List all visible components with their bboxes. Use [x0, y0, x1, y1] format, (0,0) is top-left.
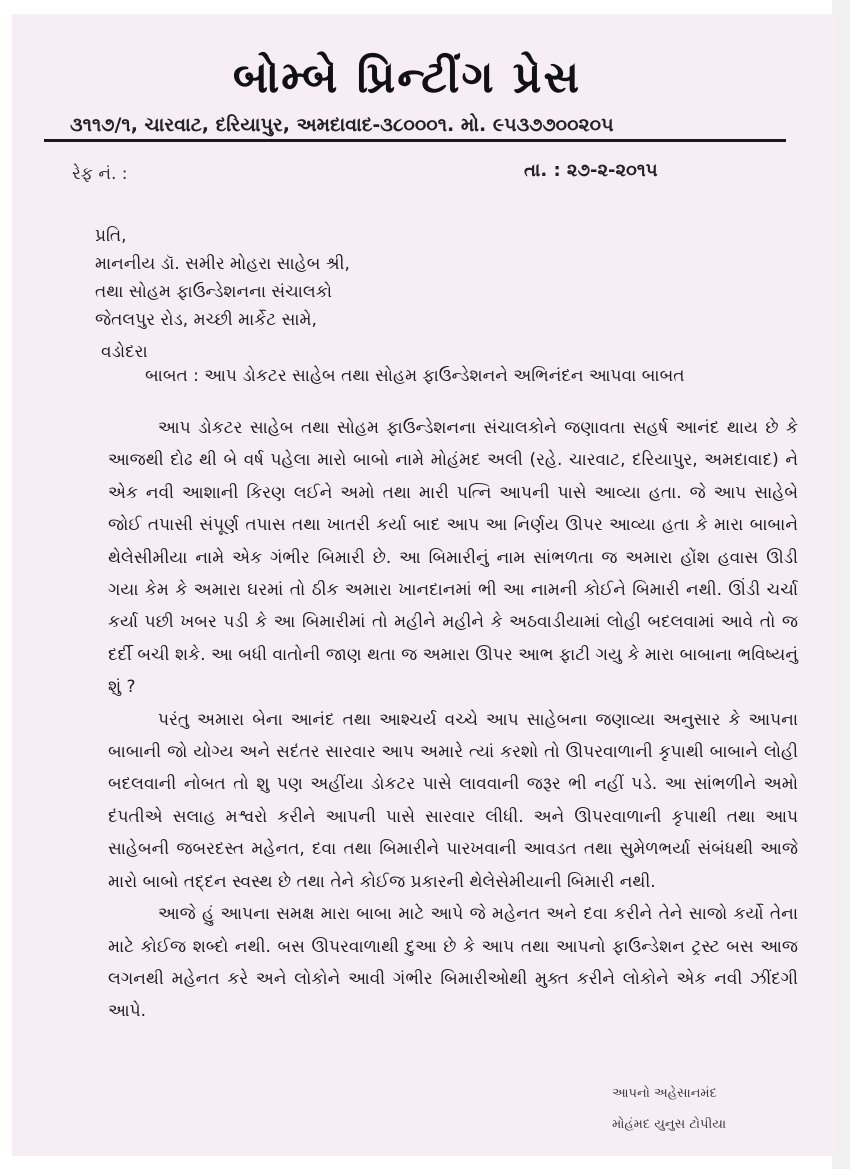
body-paragraph-2: પરંતુ અમારા બેના આનંદ તથા આશ્ચર્ય વચ્ચે આપ સાહેબના જણાવ્યા અનુસાર કે આપના બાબાની જો યોગ્ય અને સદંતર સારવાર આપ અમારે ત્યાં કરશો તો ઊપરવાળાની કૃપાથી બાબાને લોહી બદલવાની નોબત તો શુ પણ અહીંયા ડોકટર પાસે લાવવાની જરૂર ભી નહીં પડે. આ સાંભળીને અમો દંપતીએ સલાહ મશ્વરો કરીને આપની પાસે સારવાર લીધી. અને ઊપરવાળાની કૃપાથી તથા આપ સાહેબની જબરદસ્ત મહેનત, દવા તથા બિમારીને પારખવાની આવડત તથા સુમેળભર્યા સંબંધથી આજે મારો બાબો તદ્દન સ્વસ્થ છે તથા તેને કોઈજ પ્રકારની થેલેસેમીયાની બિમારી નથી. — [108, 709, 798, 892]
letter-date: તા. : ૨૭-૨-૨૦૧૫ — [524, 160, 658, 181]
signatory-name: મોહંમદ યુનુસ ટોપીયા — [612, 1117, 727, 1132]
letterhead-divider — [44, 139, 786, 142]
recipient-line-3: જેતલપુર રોડ, મચ્છી માર્કેટ સામે, — [95, 310, 317, 330]
recipient-salutation: પ્રતિ, — [95, 226, 127, 246]
letterhead-title: બોમ્બે પ્રિન્ટીંગ પ્રેસ — [232, 52, 582, 103]
letterhead-address: ૩૧૧૭/૧, ચારવાટ, દરિયાપુર, અમદાવાદ-૩૮૦૦૦૧. મો. ૯૫૩૭૭૦૦૨૦૫ — [70, 114, 614, 136]
recipient-line-2: તથા સોહમ ફાઉન્ડેશનના સંચાલકો — [95, 282, 333, 302]
reference-number-label: રેફ નં. : — [72, 164, 128, 184]
letter-closing: આપનો અહેસાનમંદ — [612, 1086, 717, 1101]
recipient-address — [95, 222, 350, 366]
recipient-line-1: માનનીય ડૉ. સમીર મોહરા સાહેબ શ્રી, — [95, 254, 350, 274]
recipient-city: વડોદરા — [101, 342, 148, 362]
letter-body — [108, 412, 798, 1028]
body-paragraph-1: આપ ડોકટર સાહેબ તથા સોહમ ફાઉન્ડેશનના સંચાલકોને જણાવતા સહર્ષ આનંદ થાય છે કે આજથી દોઢ થી બે વર્ષ પહેલા મારો બાબો નામે મોહંમદ અલી (રહે. ચારવાટ, દરિયાપુર, અમદાવાદ) ને એક નવી આશાની કિરણ લઈને અમો તથા મારી પત્નિ આપની પાસે આવ્યા હતા. જે આપ સાહેબે જોઈ તપાસી સંપૂર્ણ તપાસ તથા ખાતરી કર્યા બાદ આપ આ નિર્ણય ઊપર આવ્યા હતા કે મારા બાબાને થેલેસીમીયા નામે એક ગંભીર બિમારી છે. આ બિમારીનું નામ સાંભળતા જ અમારા હોંશ હવાસ ઊડી ગયા કેમ કે અમારા ઘરમાં તો ઠીક અમારા ખાનદાનમાં ભી આ નામની કોઈને બિમારી નથી. ઊંડી ચર્ચા કર્યા પછી ખબર પડી કે આ બિમારીમાં તો મહીને મહીને કે અઠવાડીયામાં લોહી બદલવામાં આવે તો જ દર્દી બચી શકે. આ બધી વાતોની જાણ થતા જ અમારા ઊપર આભ ફાટી ગયુ કે મારા બાબાના ભવિષ્યનું શું ? — [108, 418, 798, 698]
letter-page — [12, 14, 838, 1156]
letter-subject: બાબત : આપ ડોકટર સાહેબ તથા સોહમ ફાઉન્ડેશનને અભિનંદન આપવા બાબત — [145, 366, 685, 386]
body-paragraph-3: આજે હું આપના સમક્ષ મારા બાબા માટે આપે જે મહેનત અને દવા કરીને તેને સાજો કર્યો તેના માટે કોઈજ શબ્દો નથી. બસ ઊપરવાળાથી દુઆ છે કે આપ તથા આપનો ફાઉન્ડેશન ટ્રસ્ટ બસ આજ લગનથી મહેનત કરે અને લોકોને આવી ગંભીર બિમારીઓથી મુક્ત કરીને લોકોને એક નવી ઝીંદગી આપે. — [108, 904, 798, 1022]
